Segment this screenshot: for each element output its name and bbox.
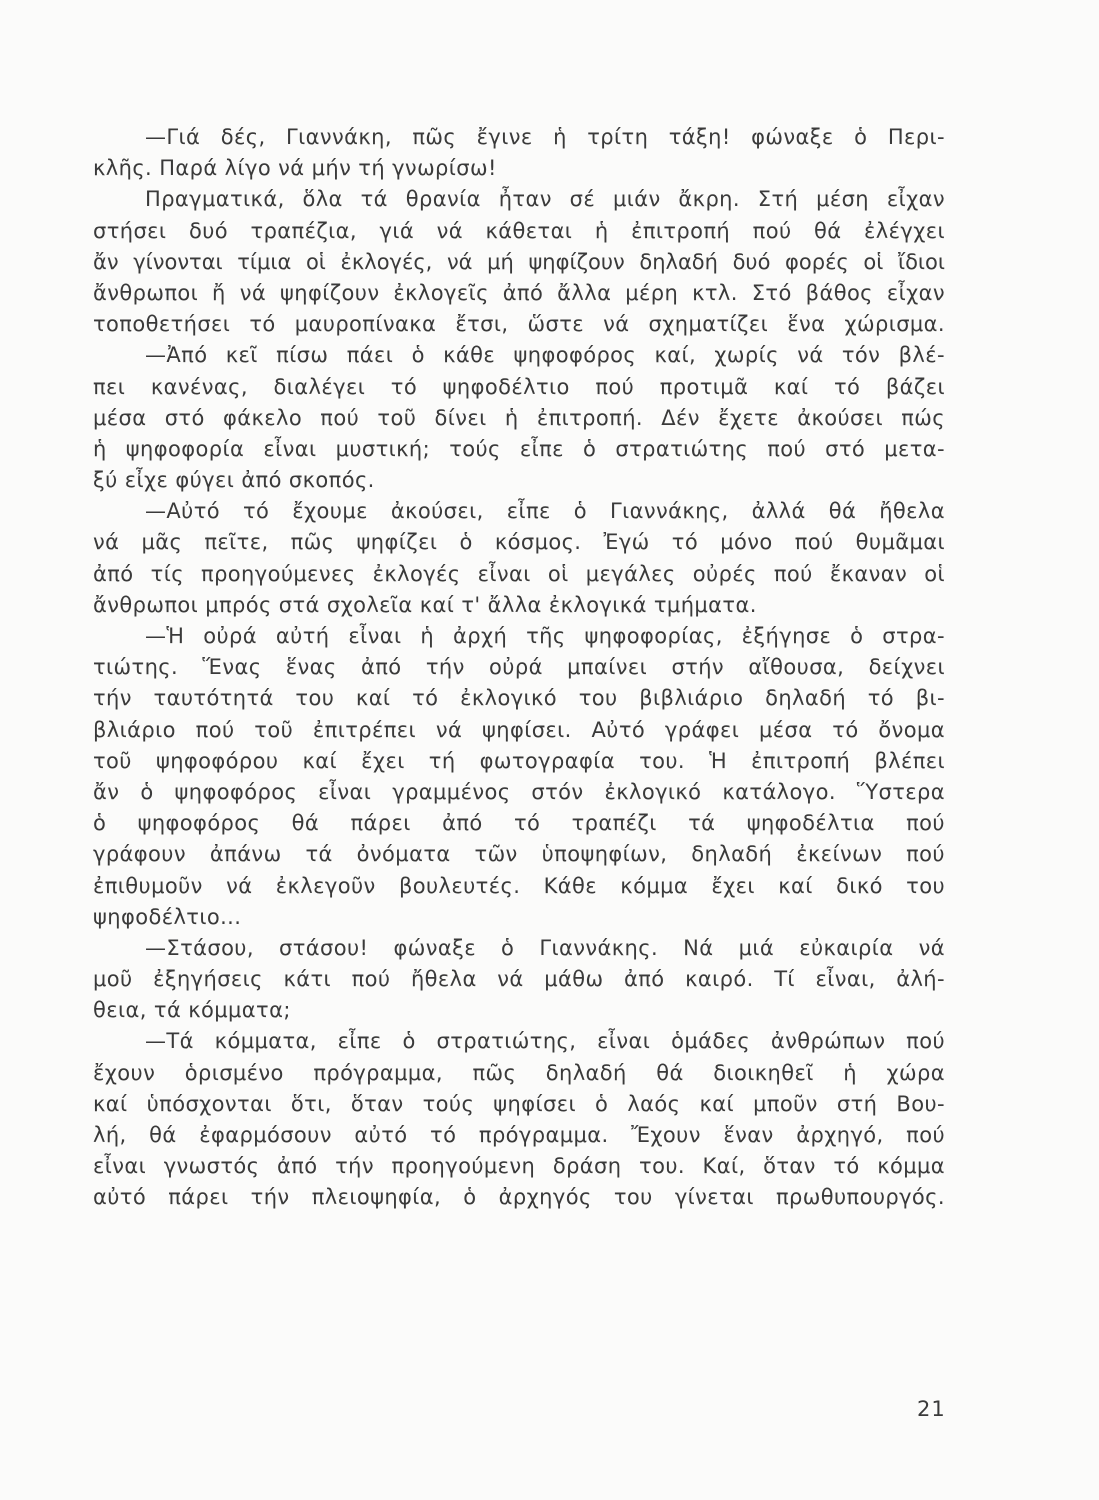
- text-line: —Ἡ οὐρά αὐτή εἶναι ἡ ἀρχή τῆς ψηφοφορίας, ἐξήγησε ὁ στρα-: [145, 624, 945, 648]
- paragraph-4: [93, 496, 945, 621]
- text-line: —Γιά δές, Γιαννάκη, πῶς ἔγινε ἡ τρίτη τάξη! φώναξε ὁ Περι-: [145, 125, 945, 149]
- text-line: ψηφοδέλτιο...: [93, 904, 242, 929]
- text-line: ἄνθρωποι μπρός στά σχολεῖα καί τ' ἄλλα ἐκλογικά τμήματα.: [93, 592, 757, 617]
- text-line: —Τά κόμματα, εἶπε ὁ στρατιώτης, εἶναι ὁμάδες ἀνθρώπων πού: [145, 1029, 945, 1054]
- text-line: ξύ εἶχε φύγει ἀπό σκοπός.: [93, 468, 375, 493]
- text-line: νά μᾶς πεῖτε, πῶς ψηφίζει ὁ κόσμος. Ἐγώ τό μόνο πού θυμᾶμαι: [93, 530, 945, 555]
- text-line: τοποθετήσει τό μαυροπίνακα ἔτσι, ὥστε νά σχηματίζει ἕνα χώρισμα.: [93, 312, 945, 337]
- text-line: —Ἀπό κεῖ πίσω πάει ὁ κάθε ψηφοφόρος καί, χωρίς νά τόν βλέ-: [145, 343, 945, 368]
- paragraph-6: [93, 933, 945, 1027]
- text-line: ἔχουν ὁρισμένο πρόγραμμα, πῶς δηλαδή θά διοικηθεῖ ἡ χώρα: [93, 1060, 945, 1085]
- text-line: ἐπιθυμοῦν νά ἐκλεγοῦν βουλευτές. Κάθε κόμμα ἔχει καί δικό του: [93, 873, 945, 898]
- text-line: ἀπό τίς προηγούμενες ἐκλογές εἶναι οἱ μεγάλες οὐρές πού ἔκαναν οἱ: [93, 561, 945, 586]
- paragraph-5: [93, 621, 945, 933]
- text-line: ἄν ὁ ψηφοφόρος εἶναι γραμμένος στόν ἐκλογικό κατάλογο. Ὕστερα: [93, 779, 945, 804]
- text-line: βλιάριο πού τοῦ ἐπιτρέπει νά ψηφίσει. Αὐτό γράφει μέσα τό ὄνομα: [93, 717, 945, 742]
- text-line: στήσει δυό τραπέζια, γιά νά κάθεται ἡ ἐπιτροπή πού θά ἐλέγχει: [93, 218, 945, 243]
- paragraph-7: [93, 1026, 945, 1213]
- text-line: καί ὑπόσχονται ὅτι, ὅταν τούς ψηφίσει ὁ λαός καί μποῦν στή Βου-: [93, 1091, 945, 1116]
- text-line: μοῦ ἐξηγήσεις κάτι πού ἤθελα νά μάθω ἀπό καιρό. Τί εἶναι, ἀλή-: [93, 967, 945, 992]
- text-line: τοῦ ψηφοφόρου καί ἔχει τή φωτογραφία του. Ἡ ἐπιτροπή βλέπει: [93, 748, 945, 773]
- text-line: γράφουν ἀπάνω τά ὀνόματα τῶν ὑποψηφίων, δηλαδή ἐκείνων πού: [93, 842, 945, 867]
- paragraph-1: [93, 122, 945, 184]
- text-line: ὁ ψηφοφόρος θά πάρει ἀπό τό τραπέζι τά ψηφοδέλτια πού: [93, 811, 945, 836]
- page-number: 21: [917, 1397, 946, 1421]
- text-line: ἄνθρωποι ἤ νά ψηφίζουν ἐκλογεῖς ἀπό ἄλλα μέρη κτλ. Στό βάθος εἶχαν: [93, 280, 945, 305]
- paragraph-3: [93, 340, 945, 496]
- text-line: ἄν γίνονται τίμια οἱ ἐκλογές, νά μή ψηφίζουν δηλαδή δυό φορές οἱ ἴδιοι: [93, 249, 945, 274]
- text-line: εἶναι γνωστός ἀπό τήν προηγούμενη δράση του. Καί, ὅταν τό κόμμα: [93, 1154, 945, 1179]
- text-line: Πραγματικά, ὅλα τά θρανία ἦταν σέ μιάν ἄκρη. Στή μέση εἶχαν: [145, 187, 945, 212]
- body-text: [93, 122, 945, 1214]
- text-line: τήν ταυτότητά του καί τό ἐκλογικό του βιβλιάριο δηλαδή τό βι-: [93, 686, 945, 711]
- text-line: τιώτης. Ἕνας ἕνας ἀπό τήν οὐρά μπαίνει στήν αἴθουσα, δείχνει: [93, 655, 945, 680]
- text-line: —Αὐτό τό ἔχουμε ἀκούσει, εἶπε ὁ Γιαννάκης, ἀλλά θά ἤθελα: [145, 499, 945, 524]
- text-line: κλῆς. Παρά λίγο νά μήν τή γνωρίσω!: [93, 156, 497, 181]
- text-line: —Στάσου, στάσου! φώναξε ὁ Γιαννάκης. Νά μιά εὐκαιρία νά: [145, 935, 945, 960]
- paragraph-2: [93, 184, 945, 340]
- text-line: πει κανένας, διαλέγει τό ψηφοδέλτιο πού προτιμᾶ καί τό βάζει: [93, 374, 945, 399]
- text-line: μέσα στό φάκελο πού τοῦ δίνει ἡ ἐπιτροπή. Δέν ἔχετε ἀκούσει πώς: [93, 405, 945, 430]
- text-line: ἡ ψηφοφορία εἶναι μυστική; τούς εἶπε ὁ στρατιώτης πού στό μετα-: [93, 436, 945, 461]
- text-line: αὐτό πάρει τήν πλειοψηφία, ὁ ἀρχηγός του γίνεται πρωθυπουργός.: [93, 1185, 945, 1210]
- text-line: θεια, τά κόμματα;: [93, 998, 291, 1023]
- text-line: λή, θά ἐφαρμόσουν αὐτό τό πρόγραμμα. Ἔχουν ἕναν ἀρχηγό, πού: [93, 1123, 945, 1147]
